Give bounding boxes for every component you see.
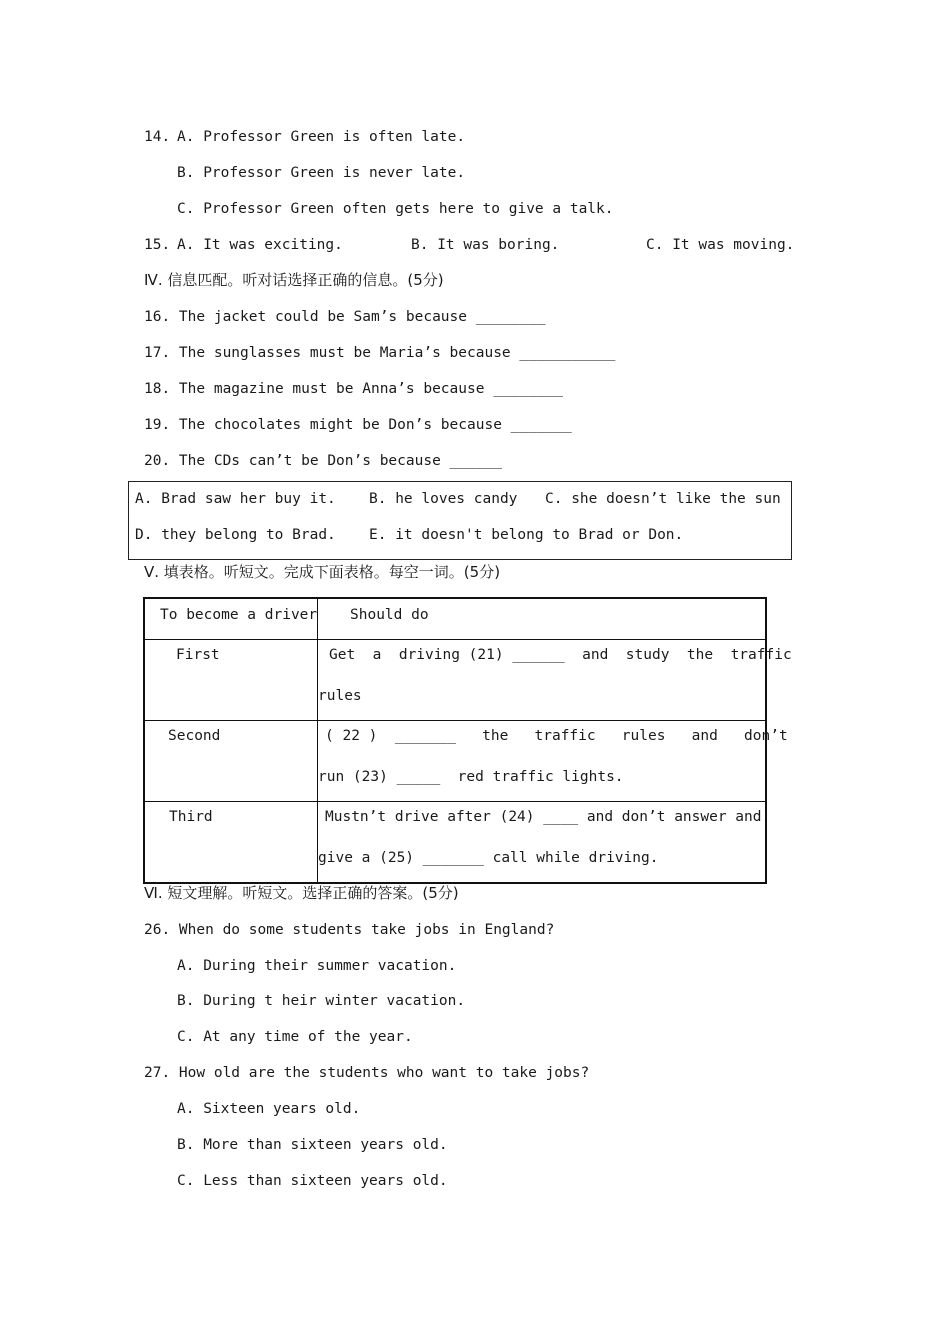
step-text-line2: run (23) _____ red traffic lights. <box>318 769 624 785</box>
q15-number: 15. <box>144 237 171 253</box>
table-row <box>144 640 766 721</box>
q15-option-b: B. It was boring. <box>411 237 560 253</box>
section-4-title: Ⅳ. 信息匹配。听对话选择正确的信息。(5分) <box>144 271 444 289</box>
q26-question: 26. When do some students take jobs in England? <box>144 922 555 938</box>
option-e: E. it doesn't belong to Brad or Don. <box>369 527 684 543</box>
q26-option-b: B. During t heir winter vacation. <box>177 993 466 1009</box>
step-label: Third <box>169 809 213 825</box>
q27-option-b: B. More than sixteen years old. <box>177 1137 448 1153</box>
q14-number: 14. <box>144 129 171 145</box>
q14-option-b: B. Professor Green is never late. <box>177 165 466 181</box>
step-text-line1: Get a driving (21) ______ and study the traffic <box>329 647 792 663</box>
q26-option-c: C. At any time of the year. <box>177 1029 413 1045</box>
option-b: B. he loves candy <box>369 491 518 507</box>
option-d: D. they belong to Brad. <box>135 527 336 543</box>
step-text-line1: ( 22 ) _______ the traffic rules and don’t <box>325 728 788 744</box>
matching-item-20: 20. The CDs can’t be Don’s because ______ <box>144 453 502 469</box>
table-row <box>144 802 766 884</box>
matching-item-18: 18. The magazine must be Anna’s because ________ <box>144 381 564 397</box>
q27-option-c: C. Less than sixteen years old. <box>177 1173 448 1189</box>
option-a: A. Brad saw her buy it. <box>135 491 336 507</box>
header-should-do: Should do <box>350 607 429 623</box>
step-label: First <box>176 647 220 663</box>
matching-item-19: 19. The chocolates might be Don’s because _______ <box>144 417 572 433</box>
q14-option-c: C. Professor Green often gets here to give a talk. <box>177 201 614 217</box>
step-text-line2: give a (25) _______ call while driving. <box>318 850 659 866</box>
step-text-line1: Mustn’t drive after (24) ____ and don’t answer and <box>325 809 762 825</box>
step-text-line2: rules <box>318 688 362 704</box>
q15-option-c: C. It was moving. <box>646 237 795 253</box>
option-c: C. she doesn’t like the sun <box>545 491 781 507</box>
q27-option-a: A. Sixteen years old. <box>177 1101 361 1117</box>
driver-table <box>143 597 792 884</box>
matching-options-box <box>128 481 792 560</box>
matching-item-17: 17. The sunglasses must be Maria’s because ___________ <box>144 345 616 361</box>
matching-item-16: 16. The jacket could be Sam’s because ________ <box>144 309 546 325</box>
q27-question: 27. How old are the students who want to take jobs? <box>144 1065 590 1081</box>
section-6-title: Ⅵ. 短文理解。听短文。选择正确的答案。(5分) <box>144 884 459 902</box>
table-row <box>144 721 766 802</box>
table-header-row <box>144 598 766 640</box>
q15-option-a: A. It was exciting. <box>177 237 343 253</box>
q14-option-a: A. Professor Green is often late. <box>177 129 466 145</box>
section-5-title: Ⅴ. 填表格。听短文。完成下面表格。每空一词。(5分) <box>144 563 501 581</box>
step-label: Second <box>168 728 221 744</box>
q26-option-a: A. During their summer vacation. <box>177 958 457 974</box>
header-to-become-driver: To become a driver <box>160 607 318 623</box>
